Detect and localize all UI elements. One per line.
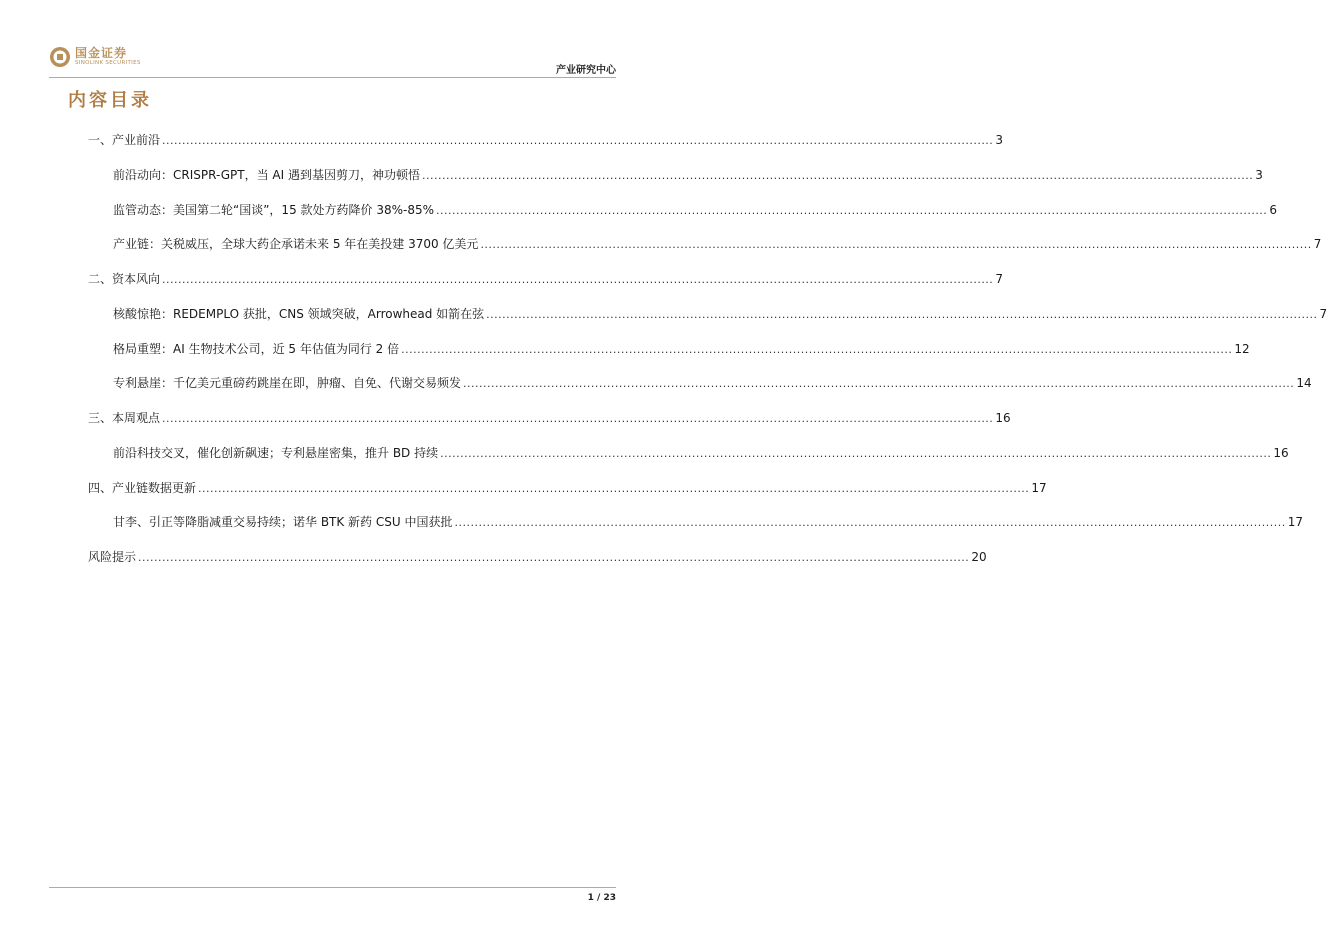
- toc-entry-text: 监管动态：美国第二轮“国谈”，15 款处方药降价 38%-85%: [113, 203, 435, 217]
- toc-entry-text: 甘李、引正等降脂减重交易持续；诺华 BTK 新药 CSU 中国获批: [113, 515, 453, 529]
- toc-entry[interactable]: [113, 513, 1304, 531]
- toc-entry[interactable]: [88, 548, 987, 566]
- toc-entry[interactable]: [113, 374, 1312, 392]
- toc-entry[interactable]: [88, 409, 1011, 427]
- toc-page-number: 12: [1234, 342, 1250, 356]
- logo-text-en: SINOLINK SECURITIES: [75, 60, 141, 66]
- toc-entry[interactable]: [88, 131, 1003, 149]
- toc-entry-text: 产业链：关税威压，全球大药企承诺未来 5 年在美投建 3700 亿美元: [113, 237, 479, 251]
- toc-entry[interactable]: [113, 340, 1250, 358]
- toc-entry[interactable]: [88, 270, 1003, 288]
- toc-entry[interactable]: [113, 444, 1289, 462]
- page-number: 1 / 23: [587, 893, 616, 903]
- toc-leader: ................................................................................................................................................................................................................: [486, 308, 1318, 321]
- logo-text-cn: 国金证券: [75, 46, 128, 60]
- toc-page-number: 14: [1296, 376, 1312, 390]
- toc-entry-text: 一、产业前沿: [88, 133, 161, 147]
- toc-page-number: 7: [1313, 237, 1322, 251]
- toc-leader: ................................................................................................................................................................................................................: [198, 482, 1030, 495]
- logo-mark-icon: [49, 46, 71, 68]
- toc-page-number: 16: [995, 411, 1011, 425]
- toc-leader: ................................................................................................................................................................................................................: [454, 516, 1286, 529]
- toc-leader: ................................................................................................................................................................................................................: [401, 343, 1233, 356]
- toc-entry-text: 风险提示: [88, 550, 137, 564]
- toc-entry-text: 二、资本风向: [88, 272, 161, 286]
- toc-leader: ................................................................................................................................................................................................................: [463, 377, 1295, 390]
- toc-page-number: 17: [1031, 481, 1047, 495]
- toc-leader: ................................................................................................................................................................................................................: [421, 169, 1254, 182]
- toc-entry-text: 专利悬崖：千亿美元重磅药跳崖在即，肿瘤、自免、代谢交易频发: [113, 376, 462, 390]
- toc-page-number: 3: [995, 133, 1003, 147]
- department-label: 产业研究中心: [556, 65, 616, 76]
- toc-entry-text: 前沿科技交叉，催化创新飙速；专利悬崖密集，推升 BD 持续: [113, 446, 439, 460]
- footer-divider: [49, 887, 616, 888]
- toc-leader: ................................................................................................................................................................................................................: [138, 551, 970, 564]
- toc-leader: ................................................................................................................................................................................................................: [440, 447, 1272, 460]
- toc-page-number: 3: [1255, 168, 1263, 182]
- toc-leader: ................................................................................................................................................................................................................: [162, 134, 994, 147]
- toc-entry-text: 格局重塑：AI 生物技术公司，近 5 年估值为同行 2 倍: [113, 342, 400, 356]
- toc-page-number: 16: [1273, 446, 1289, 460]
- toc-entry-text: 四、产业链数据更新: [88, 481, 197, 495]
- toc-entry[interactable]: [88, 479, 1047, 497]
- toc-entry-text: 三、本周观点: [88, 411, 161, 425]
- toc-leader: ................................................................................................................................................................................................................: [162, 273, 994, 286]
- toc-leader: ................................................................................................................................................................................................................: [480, 238, 1312, 251]
- toc-page-number: 17: [1287, 515, 1304, 529]
- toc-page-number: 6: [1269, 203, 1277, 217]
- toc-entry[interactable]: [113, 166, 1263, 184]
- toc-leader: ................................................................................................................................................................................................................: [436, 204, 1268, 217]
- sinolink-logo: [49, 44, 169, 74]
- toc-leader: ................................................................................................................................................................................................................: [162, 412, 994, 425]
- toc-page-number: 7: [995, 272, 1003, 286]
- toc-page-number: 7: [1319, 307, 1327, 321]
- toc-entry-text: 前沿动向：CRISPR-GPT，当 AI 遇到基因剪刀，神功顿悟: [113, 168, 420, 182]
- toc-entry[interactable]: [113, 235, 1322, 253]
- toc-page-number: 20: [971, 550, 987, 564]
- toc-title: 内容目录: [68, 90, 152, 111]
- header-divider: [49, 77, 616, 78]
- toc-entry[interactable]: [113, 305, 1327, 323]
- toc-entry[interactable]: [113, 201, 1277, 219]
- toc-entry-text: 核酸惊艳：REDEMPLO 获批，CNS 领域突破，Arrowhead 如箭在弦: [113, 307, 485, 321]
- page-header: [0, 0, 662, 80]
